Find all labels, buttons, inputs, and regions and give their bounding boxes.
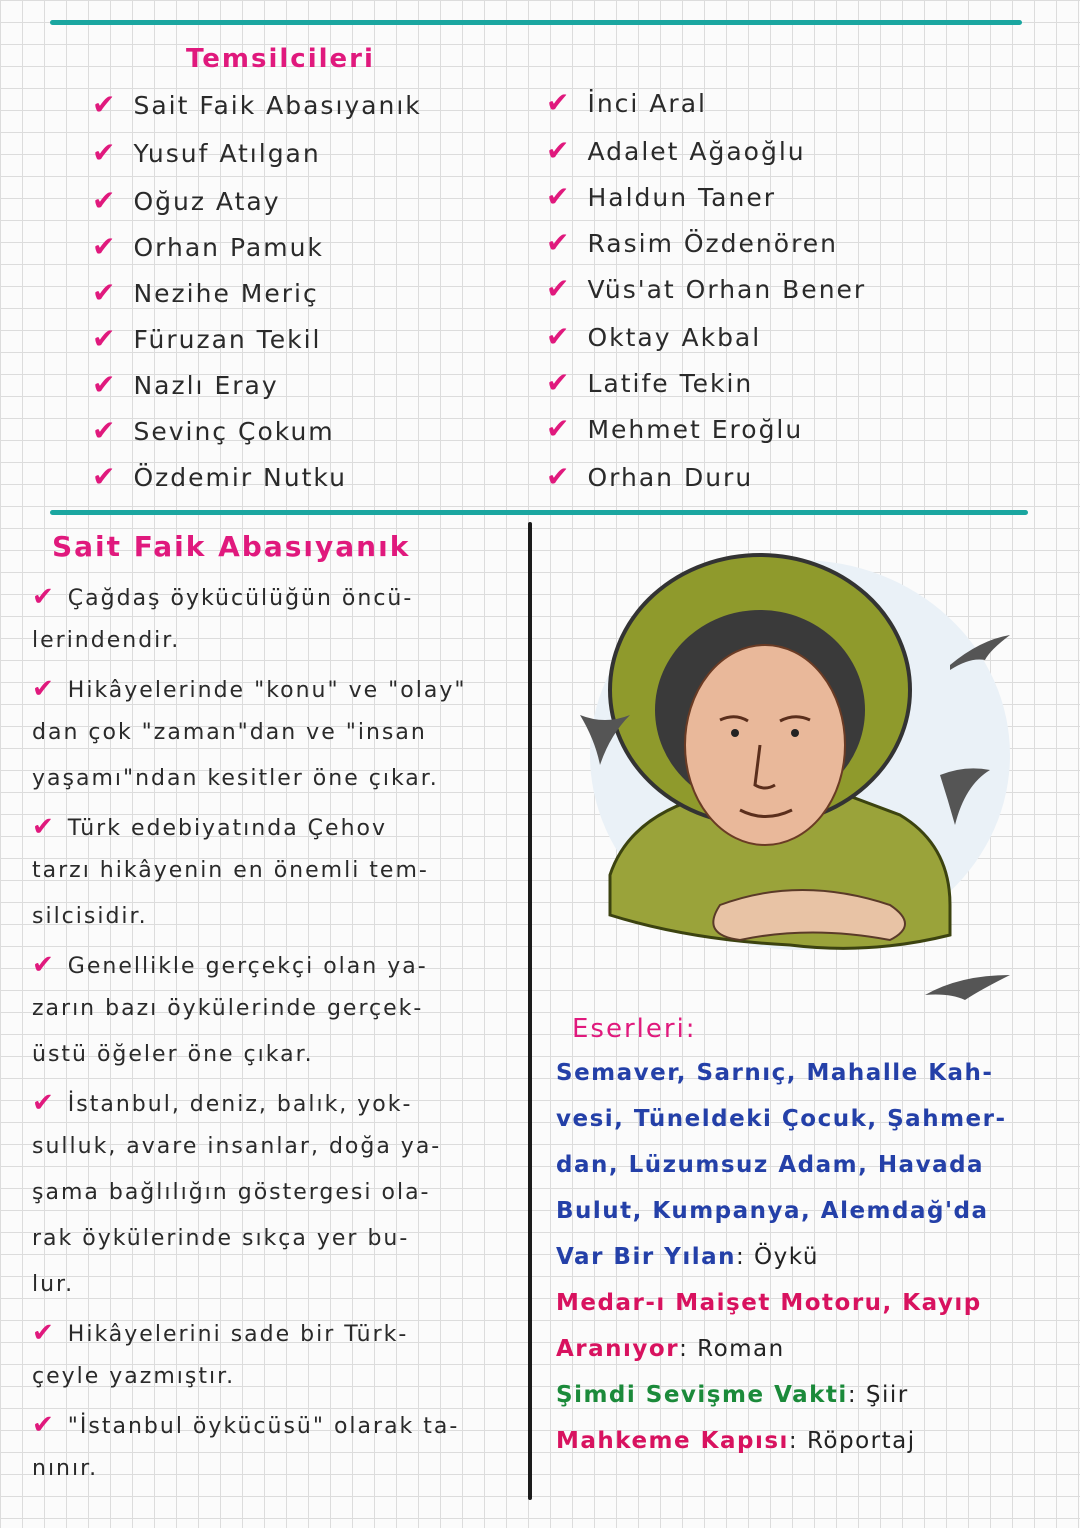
list-item: ✔ Rasim Özdenören (546, 226, 839, 259)
bio-line: silcisidir. (32, 904, 148, 929)
check-icon: ✔ (32, 1088, 56, 1118)
check-icon: ✔ (92, 184, 118, 217)
bio-line: ✔ İstanbul, deniz, balık, yok- (32, 1088, 413, 1118)
list-item: ✔ Özdemir Nutku (92, 460, 347, 493)
left-eye (731, 729, 739, 737)
works-line: Semaver, Sarnıç, Mahalle Kah- (556, 1060, 994, 1086)
list-item: ✔ Orhan Pamuk (92, 230, 324, 263)
works-heading: Eserleri: (572, 1014, 697, 1044)
list-item: ✔ İnci Aral (546, 86, 707, 119)
check-icon: ✔ (32, 1318, 56, 1348)
check-icon: ✔ (546, 460, 572, 493)
bio-line: sulluk, avare insanlar, doğa ya- (32, 1134, 442, 1159)
works-line: Şimdi Sevişme Vakti: Şiir (556, 1382, 909, 1408)
check-icon: ✔ (32, 674, 56, 704)
bio-line: lerindendir. (32, 628, 181, 653)
right-eye (791, 729, 799, 737)
works-line: Medar-ı Maişet Motoru, Kayıp (556, 1290, 982, 1316)
works-line: Mahkeme Kapısı: Röportaj (556, 1428, 916, 1454)
works-line: Var Bir Yılan: Öykü (556, 1244, 819, 1270)
check-icon: ✔ (92, 136, 118, 169)
bio-line: ✔ Hikâyelerini sade bir Türk- (32, 1318, 409, 1348)
biography-title: Sait Faik Abasıyanık (52, 530, 411, 563)
list-item: ✔ Oğuz Atay (92, 184, 281, 217)
bio-line: nınır. (32, 1456, 99, 1481)
list-item: ✔ Füruzan Tekil (92, 322, 322, 355)
check-icon: ✔ (546, 180, 572, 213)
representatives-heading: Temsilcileri (186, 44, 375, 74)
bio-line: rak öykülerinde sıkça yer bu- (32, 1226, 410, 1251)
bio-line: tarzı hikâyenin en önemli tem- (32, 858, 429, 883)
list-item: ✔ Nazlı Eray (92, 368, 279, 401)
list-item: ✔ Sevinç Çokum (92, 414, 335, 447)
list-item: ✔ Vüs'at Orhan Bener (546, 272, 867, 305)
bio-line: ✔ Genellikle gerçekçi olan ya- (32, 950, 428, 980)
check-icon: ✔ (92, 230, 118, 263)
bio-line: lur. (32, 1272, 75, 1297)
bio-line: ✔ "İstanbul öykücüsü" olarak ta- (32, 1410, 460, 1440)
list-item: ✔ Haldun Taner (546, 180, 776, 213)
check-icon: ✔ (92, 414, 118, 447)
check-icon: ✔ (92, 368, 118, 401)
list-item: ✔ Oktay Akbal (546, 320, 762, 353)
check-icon: ✔ (32, 582, 56, 612)
check-icon: ✔ (32, 950, 56, 980)
check-icon: ✔ (92, 322, 118, 355)
list-item: ✔ Orhan Duru (546, 460, 754, 493)
check-icon: ✔ (92, 88, 118, 121)
works-line: Bulut, Kumpanya, Alemdağ'da (556, 1198, 989, 1224)
list-item: ✔ Latife Tekin (546, 366, 754, 399)
check-icon: ✔ (32, 1410, 56, 1440)
check-icon: ✔ (92, 276, 118, 309)
check-icon: ✔ (546, 226, 572, 259)
check-icon: ✔ (546, 134, 572, 167)
list-item: ✔ Mehmet Eroğlu (546, 412, 804, 445)
works-line: vesi, Tüneldeki Çocuk, Şahmer- (556, 1106, 1007, 1132)
check-icon: ✔ (32, 812, 56, 842)
top-divider (50, 20, 1022, 25)
bio-line: ✔ Çağdaş öykücülüğün öncü- (32, 582, 414, 612)
works-line: Aranıyor: Roman (556, 1336, 785, 1362)
bio-line: ✔ Hikâyelerinde "konu" ve "olay" (32, 674, 467, 704)
bio-line: üstü öğeler öne çıkar. (32, 1042, 314, 1067)
bio-line: ✔ Türk edebiyatında Çehov (32, 812, 387, 842)
check-icon: ✔ (546, 272, 572, 305)
check-icon: ✔ (546, 412, 572, 445)
bio-line: şama bağlılığın göstergesi ola- (32, 1180, 431, 1205)
bio-line: dan çok "zaman"dan ve "insan (32, 720, 427, 745)
column-divider (528, 522, 532, 1500)
bird-icon (925, 975, 1010, 1000)
check-icon: ✔ (546, 320, 572, 353)
check-icon: ✔ (92, 460, 118, 493)
middle-divider (50, 510, 1028, 515)
list-item: ✔ Adalet Ağaoğlu (546, 134, 806, 167)
bio-line: yaşamı"ndan kesitler öne çıkar. (32, 766, 439, 791)
list-item: ✔ Nezihe Meriç (92, 276, 319, 309)
works-line: dan, Lüzumsuz Adam, Havada (556, 1152, 985, 1178)
bio-line: zarın bazı öykülerinde gerçek- (32, 996, 424, 1021)
list-item: ✔ Sait Faik Abasıyanık (92, 88, 422, 121)
bio-line: çeyle yazmıştır. (32, 1364, 236, 1389)
author-portrait-illustration (570, 545, 1050, 1015)
check-icon: ✔ (546, 366, 572, 399)
check-icon: ✔ (546, 86, 572, 119)
list-item: ✔ Yusuf Atılgan (92, 136, 321, 169)
